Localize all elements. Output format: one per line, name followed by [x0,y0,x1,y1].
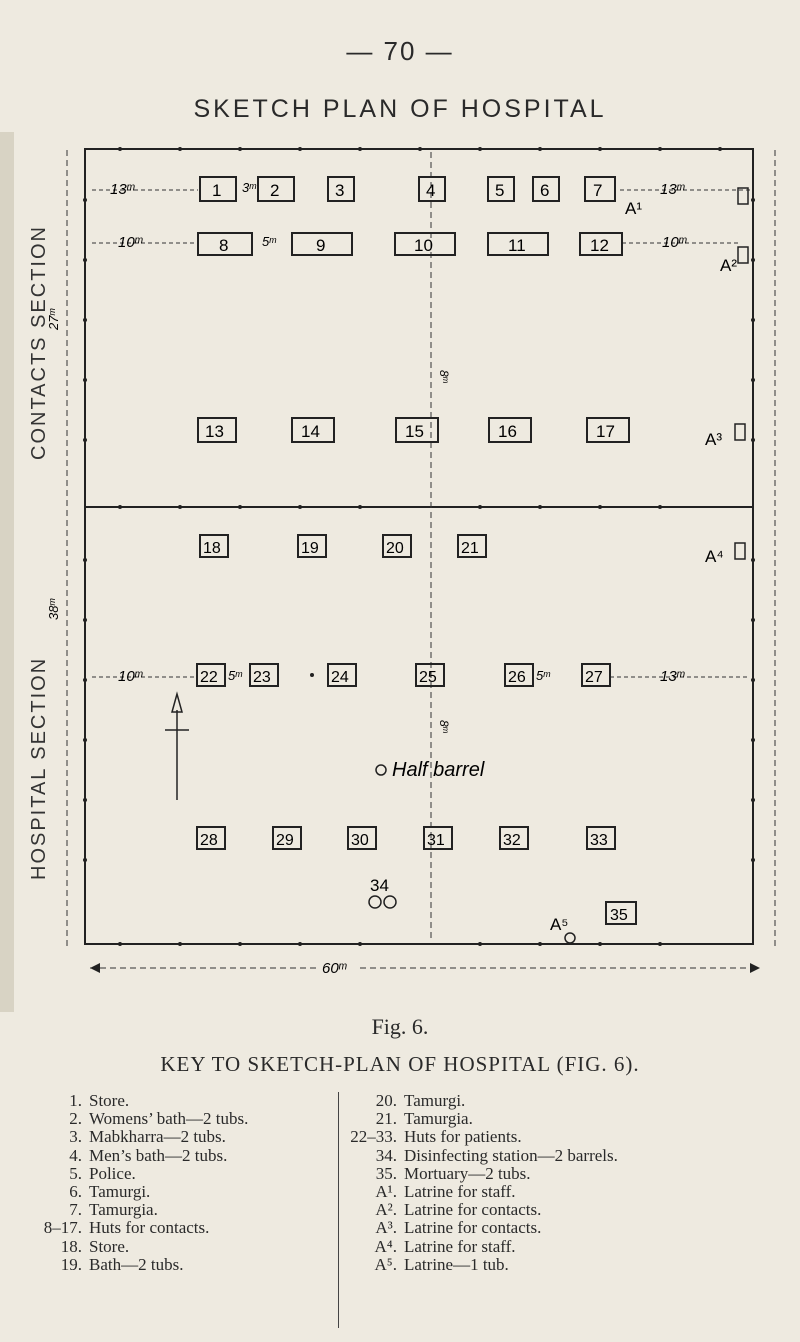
key-item [40,1110,320,1128]
latrine-a3-label: A³ [705,430,722,449]
key-num: 22–33. [350,1127,397,1147]
key-text: Tamurgia. [89,1200,158,1220]
dim-label-5m-row5b: 5ᵐ [536,668,550,683]
hut-label: 25 [419,669,437,686]
hut-label: 21 [461,540,479,557]
key-item [345,1201,800,1219]
key-num: 3. [69,1127,82,1147]
key-text: Womens’ bath—2 tubs. [89,1109,249,1129]
hut-label: 14 [301,422,320,441]
key-item [345,1147,800,1165]
key-num: 19. [60,1254,82,1274]
dim-label-10m-row5: 10ᵐ [118,668,143,685]
page-number: — 70 — [346,36,454,66]
hut-label: 2 [270,181,280,200]
key-item [40,1219,320,1237]
hut-label: 1 [212,181,222,200]
key-text: Store. [89,1236,130,1256]
hut-label: 23 [253,669,271,686]
key-item [345,1110,800,1128]
outer-fence [85,149,753,944]
key-num: 2. [69,1109,82,1129]
hut-label: 20 [386,540,404,557]
key-text: Huts for patients. [404,1127,522,1147]
huts-row-6 [197,827,615,849]
key-item [345,1183,800,1201]
dim-label-5m-row2: 5ᵐ [262,234,276,249]
key-text: Men’s bath—2 tubs. [89,1145,228,1165]
latrine-a2-label: A² [720,256,737,275]
figure-caption: Fig. 6. [371,1014,429,1039]
key-item [345,1128,800,1146]
key-num: 21. [375,1109,397,1129]
latrine-a2-icon [738,247,748,263]
dim-label-60m: 60ᵐ [322,960,347,977]
dim-label-3m: 3ᵐ [242,180,256,195]
huts-row-3 [198,418,629,442]
fence-posts [83,147,755,946]
key-list-right [338,1092,800,1328]
latrine-a5-label: A⁵ [550,915,569,934]
hut-label: 19 [301,540,319,557]
half-barrel-label: Half barrel [392,759,485,781]
dim-label-13m-row5: 13ᵐ [660,668,685,685]
hut-label: 22 [200,669,218,686]
key-text: Bath—2 tubs. [89,1254,184,1274]
latrine-a4-icon [735,543,745,559]
key-num: A⁴. [374,1236,397,1256]
key-num: 20. [375,1091,397,1110]
hut-label: 6 [540,181,550,200]
hut-label: 3 [335,181,345,200]
hut-label: 24 [331,669,349,686]
hut-label: 5 [495,181,505,200]
key-item [40,1147,320,1165]
key-item [40,1183,320,1201]
north-arrow-icon [165,694,189,800]
key-num: 34. [375,1145,397,1165]
latrine-a3-icon [735,424,745,440]
hut-label: 15 [405,422,424,441]
key-text: Police. [89,1163,136,1183]
axis-label-8m-lower: 8ᵐ [437,720,451,733]
arrow-left-icon [90,963,100,973]
key-text: Latrine for contacts. [404,1218,542,1238]
hut-label: 32 [503,832,521,849]
key-num: 4. [69,1145,82,1165]
hut-label: 28 [200,832,218,849]
arrow-right-icon [750,963,760,973]
latrine-a5-tub-icon [565,933,575,943]
key-text: Tamurgi. [89,1182,151,1202]
latrine-a1-label: A¹ [625,199,642,218]
dim-label-10m-row2-right: 10ᵐ [662,234,687,251]
side-label-hospital: HOSPITAL SECTION [28,656,50,880]
key-text: Mabkharra—2 tubs. [89,1127,226,1147]
key-item [40,1256,320,1274]
axis-label-8m: 8ᵐ [437,370,451,383]
key-num: A⁵. [374,1254,397,1274]
hut-label: 18 [203,540,221,557]
hut-label: 16 [498,422,517,441]
key-item [345,1256,800,1274]
huts-row-1 [200,177,615,201]
key-text: Tamurgia. [404,1109,473,1129]
dim-label-5m-row5a: 5ᵐ [228,668,242,683]
key-text: Store. [89,1091,130,1110]
huts-row-4 [200,535,486,557]
hut-label: 7 [593,181,603,200]
key-text: Mortuary—2 tubs. [404,1163,531,1183]
page-title: SKETCH PLAN OF HOSPITAL [193,95,607,123]
dim-label-38m: 38ᵐ [46,599,61,620]
dim-label-27m: 27ᵐ [46,309,61,330]
key-item [40,1165,320,1183]
hut-label: 29 [276,832,294,849]
key-num: 18. [60,1236,82,1256]
key-num: 6. [69,1182,82,1202]
key-text: Latrine—1 tub. [404,1254,509,1274]
key-text: Latrine for staff. [404,1182,516,1202]
key-num: 35. [375,1163,397,1183]
dim-label-13m-row1: 13ᵐ [110,181,135,198]
hut-label: 8 [219,236,229,255]
hut-label: 35 [610,907,628,924]
disinfecting-station-label: 34 [370,876,389,895]
key-num: A³. [375,1218,397,1238]
hut-label: 10 [414,236,433,255]
hut-label: 17 [596,422,615,441]
dim-label-10m-row2: 10ᵐ [118,234,143,251]
key-item [40,1238,320,1256]
hut-label: 27 [585,669,603,686]
key-heading: KEY TO SKETCH-PLAN OF HOSPITAL (FIG. 6). [160,1052,640,1076]
key-text: Huts for contacts. [89,1218,210,1238]
key-num: 7. [69,1200,82,1220]
hut-label: 31 [427,832,445,849]
key-num: 1. [69,1091,82,1110]
half-barrel-icon [376,765,386,775]
hut-label: 4 [426,181,436,200]
hut-label: 30 [351,832,369,849]
hut-label: 11 [508,236,526,255]
key-text: Latrine for contacts. [404,1200,542,1220]
latrine-a4-label: A⁴ [705,547,724,566]
key-num: 8–17. [43,1218,82,1238]
key-item [40,1201,320,1219]
barrel-icon [369,896,381,908]
key-text: Disinfecting station—2 barrels. [404,1145,618,1165]
hut-label: 9 [316,236,326,255]
hut-label: 12 [590,236,609,255]
bullet-dot [310,673,314,677]
key-num: A². [375,1200,397,1220]
hut-label: 26 [508,669,526,686]
key-item [40,1128,320,1146]
barrel-icon [384,896,396,908]
dim-label-13m-row1-right: 13ᵐ [660,181,685,198]
side-label-contacts: CONTACTS SECTION [28,225,50,460]
key-text: Latrine for staff. [404,1236,516,1256]
hospital-sketch-plan [0,132,800,1012]
key-text: Tamurgi. [404,1091,466,1110]
key-item [345,1092,800,1110]
hut-label: 33 [590,832,608,849]
key-list-left [40,1092,320,1274]
key-item [345,1238,800,1256]
margin-stain [0,132,14,1012]
key-item [40,1092,320,1110]
key-num: A¹. [375,1182,397,1202]
key-num: 5. [69,1163,82,1183]
hut-label: 13 [205,422,224,441]
key-item [345,1165,800,1183]
key-item [345,1219,800,1237]
